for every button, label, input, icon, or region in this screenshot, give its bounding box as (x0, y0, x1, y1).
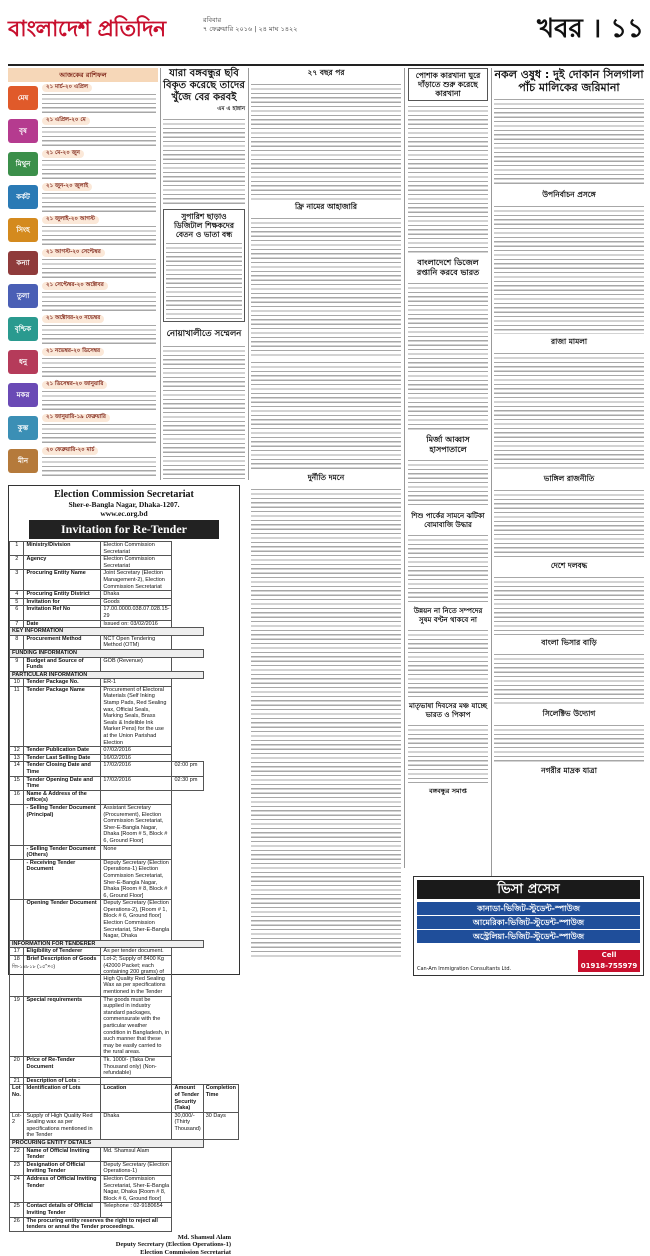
tender-row-label: - Selling Tender Document (Others) (24, 845, 101, 859)
tender-row-label: Procuring Entity Name (24, 570, 101, 591)
zodiac-sign-badge: মীন (8, 449, 38, 473)
tender-row-number: 9 (10, 657, 24, 671)
headline-group: দেশে দলবদ্ধ (550, 561, 588, 570)
tender-row-number: 6 (10, 606, 24, 620)
tender-row-value: Telephone : 02-9180654 (101, 1203, 172, 1217)
tender-row (10, 845, 239, 859)
tender-row-label: Name & Address of the office(s) (24, 790, 101, 804)
tender-row (10, 657, 239, 671)
tender-row-number (10, 804, 24, 845)
horoscope-text (42, 257, 156, 278)
zodiac-sign-badge: মেষ (8, 86, 38, 110)
tender-row-value: 07/02/2016 (101, 747, 172, 755)
tender-row (10, 804, 239, 845)
horoscope-item (8, 149, 158, 181)
boxed-story-garments (408, 68, 488, 101)
horoscope-text (42, 389, 156, 410)
column-rule (248, 68, 249, 480)
tender-row-value: Dhaka (101, 591, 172, 599)
tender-row-label: Budget and Source of Funds (24, 657, 101, 671)
headline-by-election: উপনির্বাচন প্রসঙ্গে (542, 190, 596, 199)
tender-row (10, 570, 239, 591)
horoscope-item (8, 380, 158, 412)
headline-noakhali: নোয়াখালীতে সম্মেলন (166, 329, 242, 339)
section-page-number: খবর । ১১ (537, 14, 644, 44)
tender-row-value: Md. Shamsul Alam (101, 1147, 172, 1161)
issue-date (203, 16, 298, 34)
zodiac-sign-badge: মকর (8, 383, 38, 407)
tender-row (10, 948, 239, 956)
article-body (251, 216, 401, 356)
article-body (494, 723, 644, 763)
lot-cell-sec: 30,000/- (Thirty Thousand) (172, 1112, 203, 1139)
tender-row-value: 17.00.0000.038.07.028.15-29 (101, 606, 172, 620)
lot-header-comp: Completion Time (203, 1085, 238, 1112)
zodiac-sign-badge: কুম্ভ (8, 416, 38, 440)
horoscope-text (42, 191, 156, 212)
tender-row-number: 7 (10, 620, 24, 628)
tender-row-number: 15 (10, 776, 24, 790)
horoscope-text (42, 356, 156, 377)
headline-free-names: ফ্রি নামের আহাজারি (294, 202, 358, 211)
ad-code: জি-১৪৮১৮ (১৫''×৩) (12, 964, 56, 970)
tender-row-value: 17/02/2016 (101, 762, 172, 776)
tender-row-label: Eligibility of Tenderer (24, 948, 101, 956)
tender-row-number (10, 900, 24, 941)
tender-row-value (101, 790, 172, 804)
article-body (166, 241, 242, 319)
tender-org: Election Commission Secretariat (54, 489, 194, 500)
zodiac-date-range: ২১ জুন-২০ জুলাই (42, 183, 92, 191)
lot-header-no: Lot No. (10, 1085, 24, 1112)
headline-garments: পোশাক কারখানা ঘুরে দাঁড়াতে শুরু করেছে কারখানা (415, 71, 481, 98)
tender-row (10, 900, 239, 941)
column-rule (404, 68, 405, 868)
tender-row-number: 23 (10, 1161, 24, 1175)
horoscope-title: আজকের রাশিফল (8, 68, 158, 82)
tender-row-number (10, 859, 24, 900)
tender-row (10, 754, 239, 762)
article-body (251, 82, 401, 200)
zodiac-date-range: ২০ ফেব্রুয়ারি-২০ মার্চ (42, 447, 98, 455)
article-body (408, 628, 488, 698)
tender-row-label: Address of Official Inviting Tender (24, 1176, 101, 1203)
tender-row (10, 606, 239, 620)
tender-row-label: Designation of Official Inviting Tender (24, 1161, 101, 1175)
zodiac-sign-badge: সিংহ (8, 218, 38, 242)
tender-row-number: 1 (10, 542, 24, 556)
horoscope-item (8, 116, 158, 148)
horoscope-text (42, 422, 156, 443)
tender-row-value: Election Commission Secretariat (101, 556, 172, 570)
lot-header-loc: Location (101, 1085, 172, 1112)
article-body (163, 344, 245, 482)
tender-row-label: Tender Package No. (24, 679, 101, 687)
tender-row-label: - Receiving Tender Document (24, 859, 101, 900)
zodiac-date-range: ২১ ডিসেম্বর-২০ জানুয়ারি (42, 381, 107, 389)
tender-row-value: Lot-2; Supply of 8400 Kg (42000 Packet; each containing 200 grams) of High Quality Red Sealing Wax as per specifications mentioned in the Tender (101, 956, 172, 997)
article-body (251, 360, 401, 470)
issue-day: রবিবার (203, 16, 222, 24)
zodiac-sign-badge: বৃষ (8, 119, 38, 143)
tender-row-number: 19 (10, 996, 24, 1056)
tender-row-value: As per tender document. (101, 948, 172, 956)
zodiac-date-range: ২১ মার্চ-২০ এপ্রিল (42, 84, 92, 92)
lot-cell-loc: Dhaka (101, 1112, 172, 1139)
tender-row-label: Date (24, 620, 101, 628)
tender-row (10, 556, 239, 570)
zodiac-sign-badge: তুলা (8, 284, 38, 308)
tender-row-number: 25 (10, 1203, 24, 1217)
zodiac-date-range: ২১ মে-২০ জুন (42, 150, 84, 158)
tender-address: Sher-e-Bangla Nagar, Dhaka-1207. (68, 500, 180, 509)
tender-row-number: 3 (10, 570, 24, 591)
tender-row-label: Tender Last Selling Date (24, 754, 101, 762)
tender-row (10, 591, 239, 599)
zodiac-sign-badge: বৃশ্চিক (8, 317, 38, 341)
horoscope-item (8, 413, 158, 445)
lot-cell-no: Lot-2 (10, 1112, 24, 1139)
tender-row-label: Contact details of Official Inviting Tender (24, 1203, 101, 1217)
zodiac-sign-badge: কর্কট (8, 185, 38, 209)
zodiac-date-range: ২১ নভেম্বর-২০ ডিসেম্বর (42, 348, 104, 356)
lot-cell-ident: Supply of High Quality Red Sealing wax as per specifications mentioned in the Tender (24, 1112, 101, 1139)
horoscope-text (42, 224, 156, 245)
tender-banner: Invitation for Re-Tender (29, 520, 219, 539)
horoscope-item (8, 281, 158, 313)
visa-advertisement (413, 876, 644, 976)
tender-row (10, 790, 239, 804)
tender-row-value: 16/02/2016 (101, 754, 172, 762)
tender-row-label: Ministry/Division (24, 542, 101, 556)
article-body (163, 117, 245, 205)
boxed-story (163, 209, 245, 322)
tender-row (10, 620, 239, 628)
column-3 (251, 68, 401, 976)
headline-mother-language: মাতৃভাষা দিবসের মঞ্চ যাচ্ছে ভারত ও পিকাপ (409, 702, 487, 719)
byline-s1: এম এ হান্নান (217, 106, 245, 112)
visa-title: ভিসা প্রসেস (417, 880, 640, 899)
horoscope-text (42, 290, 156, 311)
column-rule (160, 68, 161, 480)
tender-row-number: 13 (10, 754, 24, 762)
tender-section-header (10, 649, 239, 657)
article-body (494, 488, 644, 558)
article-body (494, 652, 644, 706)
tender-section-header (10, 628, 239, 636)
tender-row-number: 20 (10, 1056, 24, 1077)
tender-row-label: Brief Description of Goods (24, 956, 101, 997)
tender-section-title: PROCURING ENTITY DETAILS (10, 1140, 204, 1148)
tender-row (10, 686, 239, 746)
visa-cell-label: Cell (601, 951, 617, 959)
tender-row-label: Tender Publication Date (24, 747, 101, 755)
zodiac-date-range: ২১ সেপ্টেম্বর-২০ অক্টোবর (42, 282, 108, 290)
tender-row (10, 1203, 239, 1217)
tender-row-value: Goods (101, 598, 172, 606)
visa-line-australia: অস্ট্রেলিয়া-ভিজিট-স্টুডেন্ট-স্পাউজ (417, 930, 640, 943)
headline-politics: ভাঙ্গিল রাজনীতি (543, 474, 595, 483)
visa-cell-number: 01918-755979 (580, 962, 638, 970)
visa-line-canada: কানাডা-ভিজিট-স্টুডেন্ট-স্পাউজ (417, 902, 640, 915)
tender-row-value: Procurement of Electoral Materials (Self Inking Stamp Pads, Red Sealing wax, Official Seals, Marking Seals, Brass Seals & Indelible Ink Marker Pens) for the use at the Union Parishad Election (101, 686, 172, 746)
horoscope-text (42, 92, 156, 113)
horoscope-item (8, 182, 158, 214)
article-body (408, 281, 488, 431)
tender-row-value: ER-1 (101, 679, 172, 687)
tender-row-value: Election Commission Secretariat, Sher-E-Bangla Nagar, Dhaka [Room # 8, Block # 6, Ground floor] (101, 1176, 172, 1203)
zodiac-date-range: ২১ জুলাই-২০ আগস্ট (42, 216, 99, 224)
column-5 (494, 68, 644, 876)
tender-section-header (10, 1140, 239, 1148)
tender-row-value (101, 1077, 172, 1085)
tender-row-value: Issued on: 03/02/2016 (101, 620, 172, 628)
zodiac-date-range: ২১ আগস্ট-২০ সেপ্টেম্বর (42, 249, 105, 257)
article-body (494, 575, 644, 635)
zodiac-sign-badge: কন্যা (8, 251, 38, 275)
headline-city: নগরীর মাদ্রক যাত্রা (541, 766, 597, 775)
zodiac-sign-badge: ধনু (8, 350, 38, 374)
tender-section-header (10, 940, 239, 948)
tender-row-value: The goods must be supplied in industry standard packages, commensurate with the particular weather condition in Bangladesh, in such manner that these may be easily carried to the rural areas. (101, 996, 172, 1056)
article-body (494, 97, 644, 187)
tender-row-value: Deputy Secretary (Election Operations-1) Election Commission Secretariat, Sher-E-Bangla Nagar, Dhaka [Room # 8, Block # 6, Ground Floor] (101, 859, 172, 900)
horoscope-text (42, 125, 156, 146)
headline-bangabandhu-closing: বঙ্গবন্ধুর সমাপ্ত (429, 787, 467, 795)
column-4 (408, 68, 488, 876)
tender-row (10, 956, 239, 997)
tender-row-label: Invitation Ref No (24, 606, 101, 620)
horoscope-list (8, 83, 158, 478)
visa-cell (578, 950, 640, 972)
tender-row (10, 747, 239, 755)
tender-row-label: Special requirements (24, 996, 101, 1056)
tender-row (10, 1077, 239, 1085)
tender-row-value: NCT Open Tendering Method (OTM) (101, 635, 172, 649)
tender-row-value: Assistant Secretary (Procurement), Election Commission Secretariat, Sher-E-Bangla Nagar, Dhaka [Room # 5, Block # 6, Ground Floor] (101, 804, 172, 845)
tender-row (10, 1161, 239, 1175)
issue-date-line: ৭ ফেব্রুয়ারি ২০১৬ | ২৪ মাঘ ১৪২২ (203, 25, 298, 33)
horoscope-column (8, 68, 158, 480)
masthead (8, 8, 644, 66)
headline-teachers: সুপারিশ ছাড়াও ডিজিটাল শিক্ষকদের বেতন ও ভাতা বন্ধ (174, 212, 234, 239)
tender-row-number (10, 845, 24, 859)
tender-row-label: Procuring Entity District (24, 591, 101, 599)
headline-27-years: ২৭ বছর পর (307, 68, 345, 77)
tender-notice (8, 485, 240, 1256)
tender-row-value: Joint Secretary (Election Management-2), Election Commission Secretariat (101, 570, 172, 591)
signatory-title: Deputy Secretary (Election Operations-1) (115, 1241, 231, 1249)
visa-company: Can-Am Immigration Consultants Ltd. (417, 966, 512, 972)
tender-url: www.ec.org.bd (100, 509, 148, 518)
headline-diesel: বাংলাদেশে ডিজেল রপ্তানি করবে ভারত (416, 258, 480, 277)
tender-section-title: KEY INFORMATION (10, 628, 204, 636)
tender-row-label: Procurement Method (24, 635, 101, 649)
tender-row-value: None (101, 845, 172, 859)
zodiac-sign-badge: মিথুন (8, 152, 38, 176)
tender-row-number: 22 (10, 1147, 24, 1161)
tender-signature (9, 1234, 239, 1256)
article-body (408, 533, 488, 603)
tender-row (10, 996, 239, 1056)
tender-row-number: 8 (10, 635, 24, 649)
column-rule (491, 68, 492, 876)
tender-row-time: 02:00 pm (172, 762, 203, 776)
tender-row (10, 635, 239, 649)
tender-section-title: FUNDING INFORMATION (10, 649, 204, 657)
headline-selective: সিলেক্টিভ উদ্যোগ (542, 709, 596, 718)
tender-row-number: 14 (10, 762, 24, 776)
tender-row (10, 679, 239, 687)
tender-section-title: PARTICULAR INFORMATION (10, 671, 204, 679)
horoscope-text (42, 455, 156, 476)
tender-row (10, 776, 239, 790)
tender-row-value: Election Commission Secretariat (101, 542, 172, 556)
tender-row-label: Description of Lots : (24, 1077, 101, 1085)
article-body (494, 351, 644, 471)
tender-row-value: Deputy Secretary (Election Operations-2), [Room # 1, Block # 6, Ground floor] Election Commission Secretariat, Sher-E-Bangla Nagar, Dhaka (101, 900, 172, 941)
horoscope-item (8, 83, 158, 115)
tender-row-number: 10 (10, 679, 24, 687)
horoscope-item (8, 215, 158, 247)
tender-row-number: 18 (10, 956, 24, 997)
tender-row-number: 21 (10, 1077, 24, 1085)
tender-table (9, 541, 239, 1232)
zodiac-date-range: ২১ জানুয়ারি-১৯ ফেব্রুয়ারি (42, 414, 110, 422)
tender-section-header (10, 671, 239, 679)
tender-row-number: 2 (10, 556, 24, 570)
tender-row-number: 4 (10, 591, 24, 599)
zodiac-date-range: ২১ অক্টোবর-২০ নভেম্বর (42, 315, 104, 323)
tender-row-value: 17/02/2016 (101, 776, 172, 790)
article-body (494, 204, 644, 334)
signatory-name: Md. Shamsul Alam (177, 1233, 231, 1241)
visa-line-usa: আমেরিকা-ভিজিট-স্টুডেন্ট-স্পাউজ (417, 916, 640, 929)
headline-bangabandhu: যারা বঙ্গবন্ধুর ছবি বিকৃত করেছে তাদের খুঁজে বের করবই (163, 68, 245, 103)
tender-row (10, 762, 239, 776)
lot-row (10, 1112, 239, 1139)
horoscope-item (8, 347, 158, 379)
article-body (408, 104, 488, 254)
article-body (408, 458, 488, 508)
tender-row-number: 26 (10, 1217, 24, 1231)
tender-row-number: 16 (10, 790, 24, 804)
headline-anti-corruption: দুর্নীতি দমনে (307, 473, 345, 482)
tender-row-label: Name of Official Inviting Tender (24, 1147, 101, 1161)
headline-mirza-abbas: মির্জা আব্বাস হাসপাতালে (426, 435, 470, 454)
headline-shishu-park: শিশু পার্কের সামনে ঝটিকা বোমাবাজি উদ্ধার (411, 512, 485, 529)
tender-row-label: Tender Closing Date and Time (24, 762, 101, 776)
tender-row-value: Deputy Secretary (Election Operations-1) (101, 1161, 172, 1175)
article-body (408, 723, 488, 783)
horoscope-item (8, 248, 158, 280)
horoscope-item (8, 446, 158, 478)
lot-cell-comp: 30 Days (203, 1112, 238, 1139)
tender-row-label: Price of Re-Tender Document (24, 1056, 101, 1077)
headline-raja-case: রাজা মামলা (550, 337, 588, 346)
tender-row-number: 5 (10, 598, 24, 606)
zodiac-date-range: ২১ এপ্রিল-২০ মে (42, 117, 90, 125)
tender-row (10, 1176, 239, 1203)
article-body (251, 487, 401, 957)
tender-row-number: 24 (10, 1176, 24, 1203)
tender-row (10, 1056, 239, 1077)
tender-row (10, 859, 239, 900)
headline-bangla-visa: বাংলা ভিসার বাড়ি (541, 638, 597, 647)
horoscope-item (8, 314, 158, 346)
tender-row (10, 1147, 239, 1161)
lot-header-ident: Identification of Lots (24, 1085, 101, 1112)
tender-row-label: The procuring entity reserves the right to reject all tenders or annul the Tender proceedings. (24, 1217, 172, 1231)
tender-row-label: Agency (24, 556, 101, 570)
tender-row-number: 12 (10, 747, 24, 755)
headline-fake-medicine: নকল ওষুধ : দুই দোকান সিলগালা পাঁচ মালিকের জরিমানা (494, 68, 644, 94)
signatory-org: Election Commission Secretariat (140, 1248, 231, 1256)
tender-row-label: - Selling Tender Document (Principal) (24, 804, 101, 845)
column-2 (163, 68, 245, 480)
tender-row-value: GOB (Revenue) (101, 657, 172, 671)
tender-row-number: 11 (10, 686, 24, 746)
lot-header-sec: Amount of Tender Security (Taka) (172, 1085, 203, 1112)
tender-row (10, 542, 239, 556)
tender-row-number: 17 (10, 948, 24, 956)
horoscope-text (42, 323, 156, 344)
tender-row-label: Tender Opening Date and Time (24, 776, 101, 790)
lot-header-row (10, 1085, 239, 1112)
tender-row-label: Invitation for (24, 598, 101, 606)
headline-development: উন্নয়ন না নিতে সম্পদের সুষম বণ্টন থাকবে না (413, 607, 483, 624)
tender-row-label: Opening Tender Document (24, 900, 101, 941)
tender-row-value: Tk. 1000/- (Taka One Thousand only) (Non-refundable) (101, 1056, 172, 1077)
tender-section-title: INFORMATION FOR TENDERER (10, 940, 204, 948)
tender-row (10, 1217, 239, 1231)
horoscope-text (42, 158, 156, 179)
tender-row (10, 598, 239, 606)
tender-row-label: Tender Package Name (24, 686, 101, 746)
tender-row-time: 02:30 pm (172, 776, 203, 790)
newspaper-logo: বাংলাদেশ প্রতিদিন (8, 17, 166, 42)
